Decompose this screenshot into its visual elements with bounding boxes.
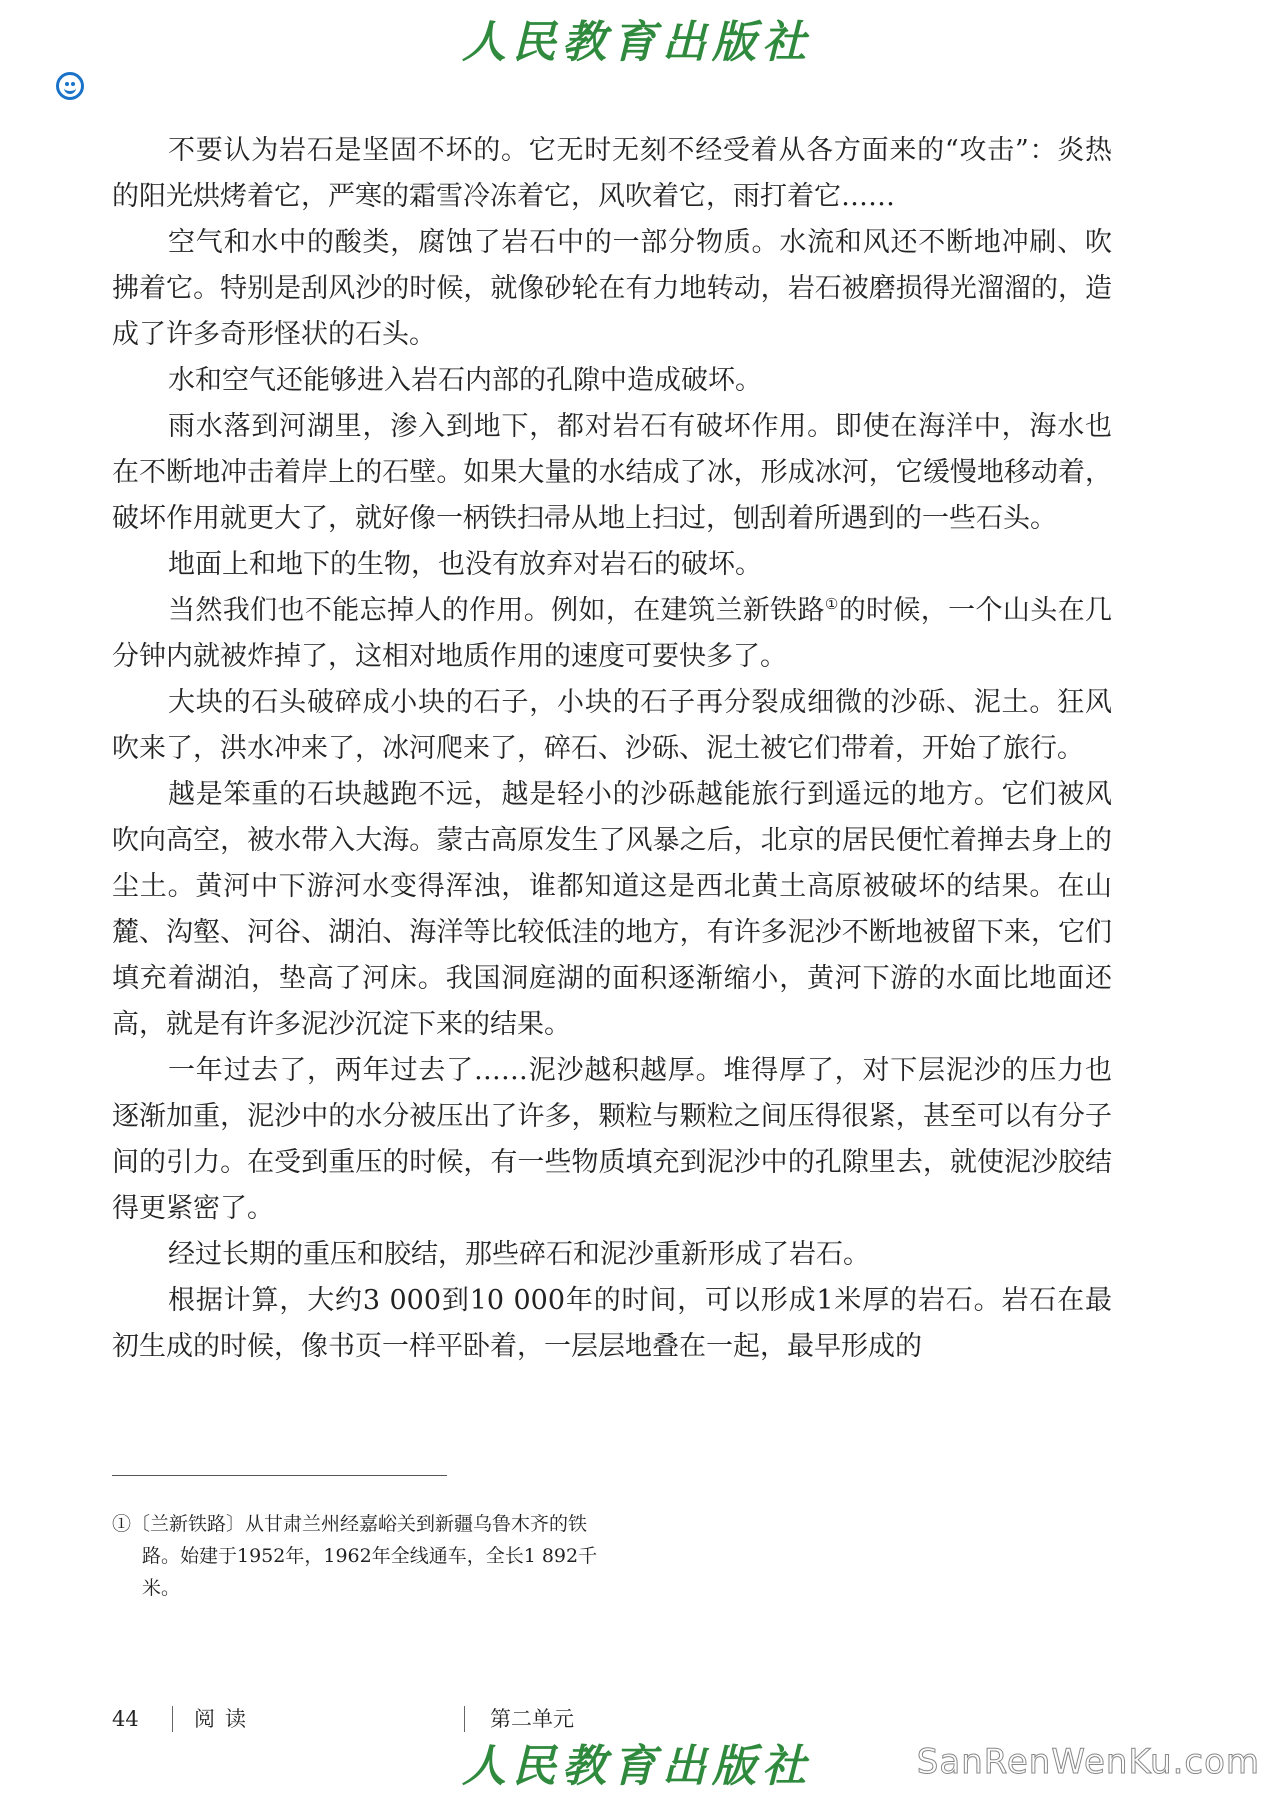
publisher-logo-top: 人民教育出版社 [462,17,812,68]
footer-divider [464,1706,465,1732]
paragraph: 经过长期的重压和胶结，那些碎石和泥沙重新形成了岩石。 [168,1239,870,1270]
unit-label: 第二单元 [490,1707,574,1731]
paragraph: 地面上和地下的生物，也没有放弃对岩石的破坏。 [168,549,762,580]
paragraph: 水和空气还能够进入岩石内部的孔隙中造成破坏。 [168,365,762,396]
footnote-text: ①〔兰新铁路〕从甘肃兰州经嘉峪关到新疆乌鲁木齐的铁路。始建于1952年，1962年全线通车，全长1 892千米。 [112,1513,598,1599]
paragraph: 一年过去了，两年过去了……泥沙越积越厚。堆得厚了，对下层泥沙的压力也逐渐加重，泥沙中的水分被压出了许多，颗粒与颗粒之间压得很紧，甚至可以有分子间的引力。在受到重压的时候，有一些物质填充到泥沙中的孔隙里去，就使泥沙胶结得更紧密了。 [112,1055,1112,1224]
paragraph: 不要认为岩石是坚固不坏的。它无时无刻不经受着从各方面来的“攻击”：炎热的阳光烘烤着它，严寒的霜雪冷冻着它，风吹着它，雨打着它…… [112,135,1112,212]
footer-divider [172,1706,173,1732]
smiley-icon [56,72,84,100]
publisher-logo-bottom: 人民教育出版社 [462,1741,812,1792]
paragraph: 雨水落到河湖里，渗入到地下，都对岩石有破坏作用。即使在海洋中，海水也在不断地冲击着岸上的石壁。如果大量的水结成了冰，形成冰河，它缓慢地移动着，破坏作用就更大了，就好像一柄铁扫帚从地上扫过，刨刮着所遇到的一些石头。 [112,411,1112,534]
paragraph-text: 的时候，一个山头在几分钟内就被炸掉了，这相对地质作用的速度可要快多了。 [112,595,1113,672]
paragraph: 根据计算，大约3 000到10 000年的时间，可以形成1米厚的岩石。岩石在最初生成的时候，像书页一样平卧着，一层层地叠在一起，最早形成的 [112,1285,1112,1362]
paragraph-text: 当然我们也不能忘掉人的作用。例如，在建筑兰新铁路 [168,595,825,626]
footnote-divider [112,1475,447,1476]
section-label: 阅读 [194,1707,256,1731]
page-number: 44 [112,1707,139,1731]
footnote [112,1508,602,1604]
footnote-marker[interactable]: ① [824,595,839,613]
body-text [112,128,1112,1370]
watermark: SanRenWenKu.com [916,1742,1260,1782]
paragraph [112,588,1112,680]
paragraph: 空气和水中的酸类，腐蚀了岩石中的一部分物质。水流和风还不断地冲刷、吹拂着它。特别是刮风沙的时候，就像砂轮在有力地转动，岩石被磨损得光溜溜的，造成了许多奇形怪状的石头。 [112,227,1112,350]
paragraph: 越是笨重的石块越跑不远，越是轻小的沙砾越能旅行到遥远的地方。它们被风吹向高空，被水带入大海。蒙古高原发生了风暴之后，北京的居民便忙着掸去身上的尘土。黄河中下游河水变得浑浊，谁都知道这是西北黄土高原被破坏的结果。在山麓、沟壑、河谷、湖泊、海洋等比较低洼的地方，有许多泥沙不断地被留下来，它们填充着湖泊，垫高了河床。我国洞庭湖的面积逐渐缩小，黄河下游的水面比地面还高，就是有许多泥沙沉淀下来的结果。 [112,779,1112,1040]
paragraph: 大块的石头破碎成小块的石子，小块的石子再分裂成细微的沙砾、泥土。狂风吹来了，洪水冲来了，冰河爬来了，碎石、沙砾、泥土被它们带着，开始了旅行。 [112,687,1112,764]
